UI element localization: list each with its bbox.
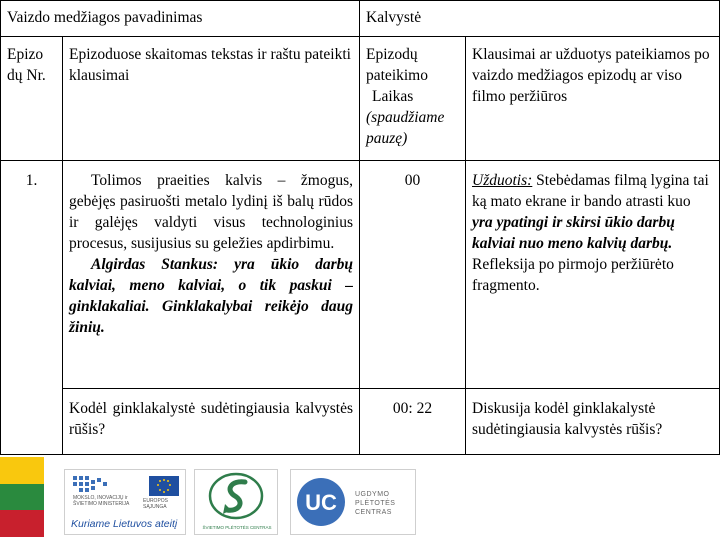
svg-text:UC: UC <box>305 490 337 515</box>
episode-task <box>466 166 719 300</box>
episode-time-header <box>360 40 465 153</box>
ministry-name-line1: MOKSLO, INOVACIJŲ ir <box>73 495 128 501</box>
task-text-reflection: Refleksija po pirmojo peržiūrėto fragmento. <box>472 256 674 294</box>
centras-word: CENTRAS <box>355 509 392 516</box>
episode-text-paragraph: Tolimos praeities kalvis – žmogus, gebėjęs pasiruošti metalo lydinį iš balų rūdos ir galėjęs valdyti visus technologinius procesus, susijusius su geležies apdirbimu. <box>69 172 353 252</box>
video-title-label: Vaizdo medžiagos pavadinimas <box>7 9 203 26</box>
episode-time: 00: 22 <box>392 400 433 417</box>
pletotes-word: PLĖTOTĖS <box>355 500 396 507</box>
video-title-value: Kalvystė <box>366 9 422 26</box>
ministry-name-line2: ŠVIETIMO MINISTERIJA <box>73 501 130 507</box>
tasks-header: Klausimai ar užduotys pateikiamos po vaizdo medžiagos epizodų ar viso filmo peržiūros <box>472 46 710 105</box>
table-row-divider <box>0 36 720 37</box>
table-border-top <box>0 0 720 1</box>
episode-quote-paragraph: Algirdas Stankus: yra ūkio darbų kalviai, meno kalviai, o tik paskui – ginklakaliai. Ginklakalybai reikėjo daug žinių. <box>69 256 353 336</box>
eu-funds-logo <box>64 469 186 535</box>
task-label: Užduotis: <box>472 172 533 189</box>
episode-number: 1. <box>25 172 38 189</box>
education-center-logo <box>194 469 278 535</box>
episode-time-header-line2: Laikas <box>372 88 414 105</box>
episode-task: Diskusija kodėl ginklakalystė sudėtingiausia kalvystės rūšis? <box>472 400 663 438</box>
episode-text: Kodėl ginklakalystė sudėtingiausia kalvystės rūšis? <box>69 400 353 438</box>
episode-time-header-line1: Epizodų pateikimo <box>366 46 428 84</box>
table-row-divider <box>62 388 720 389</box>
episode-text <box>63 166 359 342</box>
ugdymo-centras-emblem-icon <box>291 470 351 534</box>
episode-time-header-note: (spaudžiame pauzę) <box>366 109 445 147</box>
task-text: Stebėdamas filmą lygina tai ką mato ekrane ir bando atrasti kuo <box>472 172 709 210</box>
task-emphasis: yra ypatingi ir skirsi ūkio darbų kalviai nuo meno kalvių darbų. <box>472 214 675 252</box>
ugdymo-word: UGDYMO <box>355 491 390 498</box>
episode-text-header: Epizoduose skaitomas tekstas ir raštu pateikti klausimai <box>69 46 351 84</box>
footer-logos <box>0 455 720 540</box>
lithuanian-flag-icon <box>0 457 44 537</box>
episode-number-header: Epizo dų Nr. <box>7 46 46 84</box>
episode-time: 00 <box>404 172 421 189</box>
eu-label: EUROPOS SĄJUNGA <box>143 498 169 510</box>
education-center-caption: ŠVIETIMO PLĖTOTĖS CENTRAS <box>202 525 272 530</box>
slogan-text: Kuriame Lietuvos ateitį <box>71 518 178 530</box>
ugdymo-centras-logo <box>290 469 416 535</box>
table-row-divider <box>0 160 720 161</box>
